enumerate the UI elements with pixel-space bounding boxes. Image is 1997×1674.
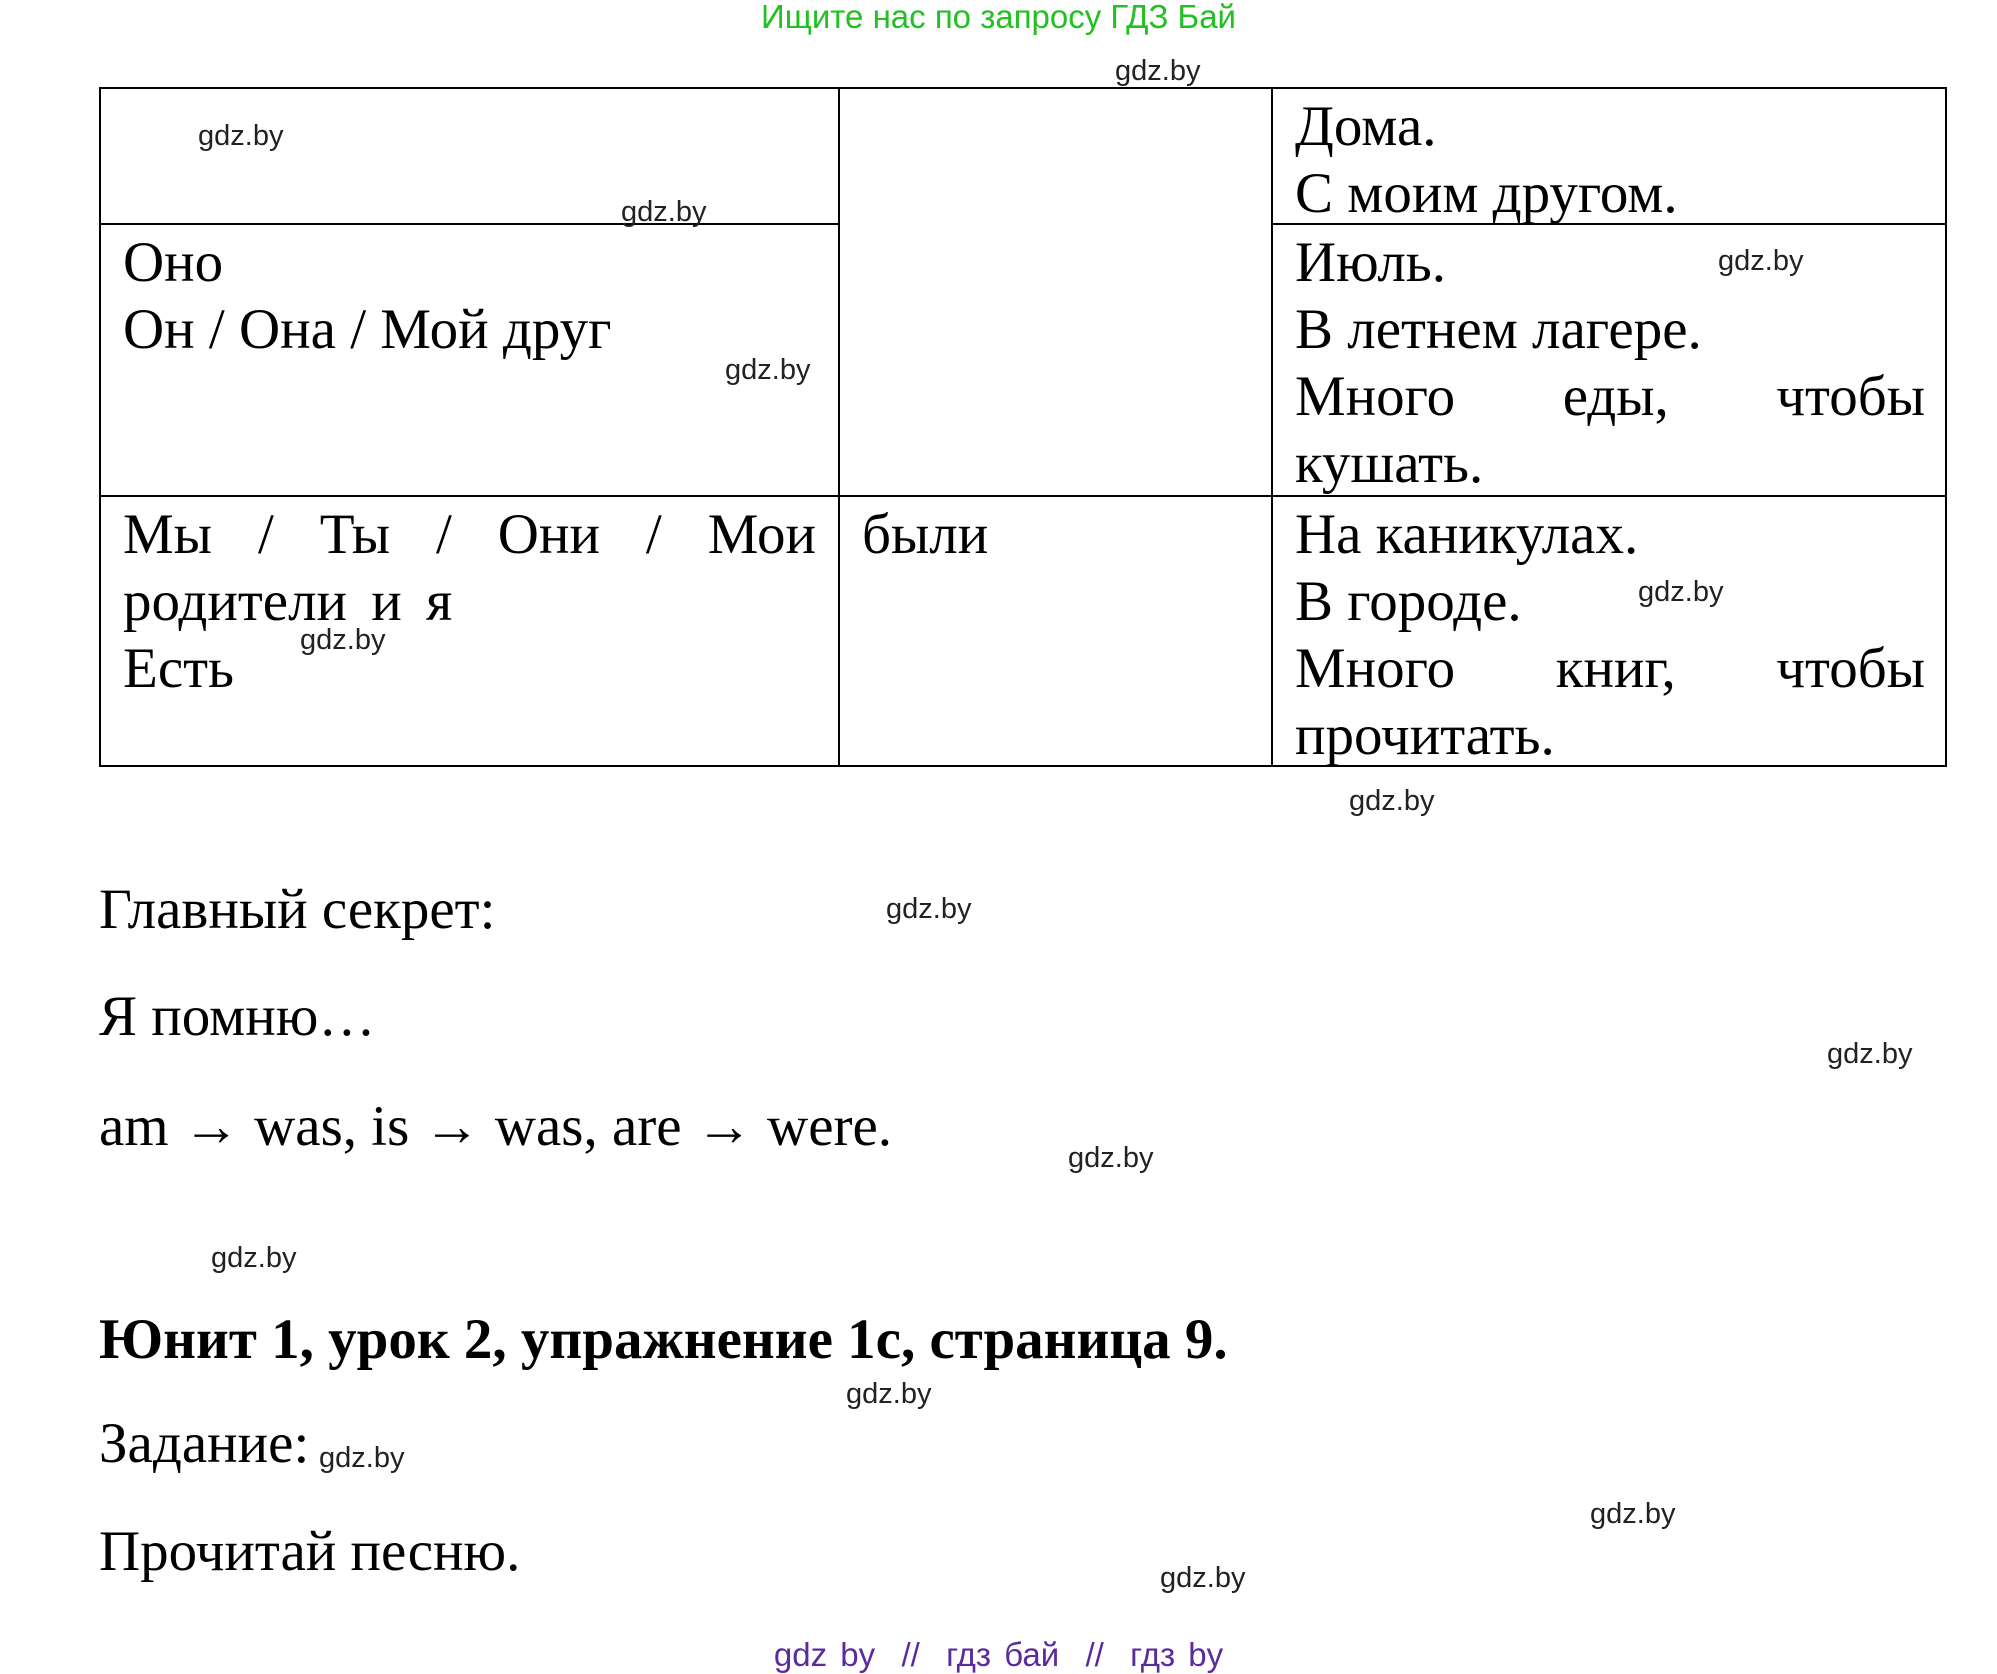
cell-line: Мы / Ты / Они / Мои родители и я — [123, 503, 816, 633]
cell-line: В летнем лагере. — [1295, 298, 1702, 361]
remember-text: Я помню… — [99, 985, 376, 1048]
watermark: gdz.by — [1590, 1498, 1676, 1530]
cell-line: Оно — [123, 231, 224, 294]
watermark: gdz.by — [319, 1442, 405, 1474]
watermark: gdz.by — [886, 893, 972, 925]
watermark: gdz.by — [211, 1242, 297, 1274]
cell-line: С моим другом. — [1295, 162, 1678, 225]
watermark: gdz.by — [1068, 1142, 1154, 1174]
cell-line: Дома. — [1295, 95, 1437, 158]
watermark: gdz.by — [846, 1378, 932, 1410]
cell-r3-c1 — [101, 497, 838, 702]
watermark: gdz.by — [1160, 1562, 1246, 1594]
exercise-heading: Юнит 1, урок 2, упражнение 1c, страница 9. — [99, 1308, 1228, 1371]
secret-label: Главный секрет: — [99, 878, 496, 941]
watermark: gdz.by — [1827, 1038, 1913, 1070]
cell-line: В городе. — [1295, 570, 1522, 633]
watermark: gdz.by — [1718, 245, 1804, 277]
cell-line: Он / Она / Мой друг — [123, 298, 612, 361]
cell-r3-c3 — [1273, 497, 1947, 769]
table-divider — [838, 89, 840, 765]
watermark: gdz.by — [621, 196, 707, 228]
cell-r3-c2 — [840, 497, 1271, 568]
cell-line: Много еды, чтобы кушать. — [1295, 365, 1925, 495]
watermark: gdz.by — [300, 624, 386, 656]
cell-r2-c1 — [101, 225, 838, 363]
task-text: Прочитай песню. — [99, 1520, 521, 1583]
cell-line: Июль. — [1295, 231, 1447, 294]
cell-r2-c3 — [1273, 225, 1947, 497]
watermark: gdz.by — [198, 120, 284, 152]
footer-links: gdz by // гдз бай // гдз by — [773, 1636, 1224, 1673]
watermark: gdz.by — [725, 354, 811, 386]
rule-text: am → was, is → was, are → were. — [99, 1095, 893, 1158]
cell-line: На каникулах. — [1295, 503, 1639, 566]
watermark: gdz.by — [1349, 785, 1435, 817]
cell-line: Есть — [123, 637, 235, 700]
watermark: gdz.by — [1638, 576, 1724, 608]
cell-line: Много книг, чтобы прочитать. — [1295, 637, 1925, 767]
search-banner: Ищите нас по запросу ГДЗ Бай — [761, 0, 1236, 35]
cell-line: были — [862, 503, 989, 566]
cell-r1-c3 — [1273, 89, 1947, 227]
task-label: Задание: — [99, 1412, 310, 1475]
answer-table — [99, 87, 1947, 767]
watermark: gdz.by — [1115, 55, 1201, 87]
